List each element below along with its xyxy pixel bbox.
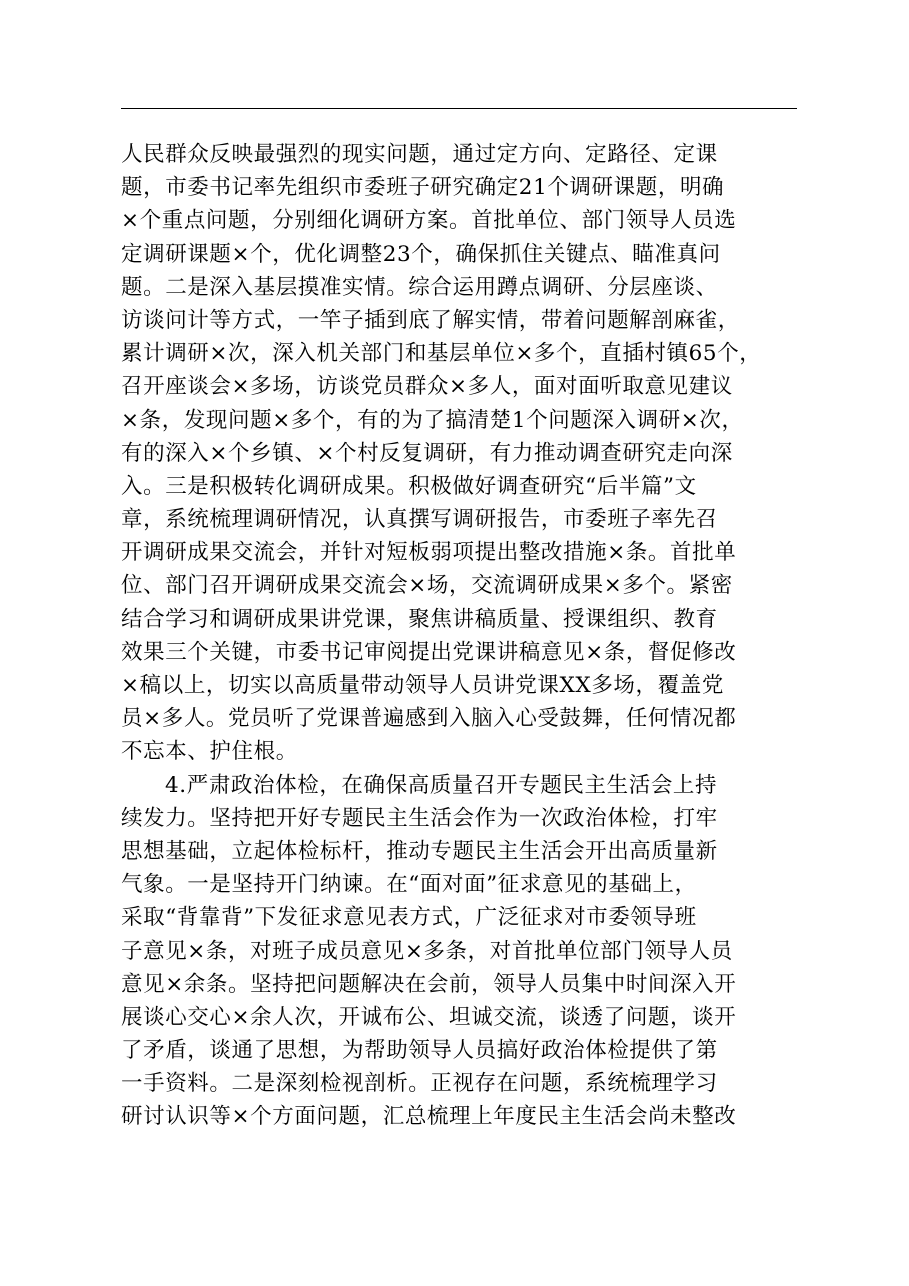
text-line-29: 一手资料。二是深刻检视剖析。正视存在问题，系统梳理学习	[121, 1071, 718, 1097]
text-line-2: 题，市委书记率先组织市委班子研究确定21个调研课题，明确	[121, 175, 725, 201]
text-line-28: 了矛盾，谈通了思想，为帮助领导人员搞好政治体检提供了第	[121, 1038, 718, 1064]
text-line-1: 人民群众反映最强烈的现实问题，通过定方向、定路径、定课	[121, 142, 718, 167]
text-line-19: 不忘本、护住根。	[121, 739, 298, 765]
text-line-30: 研讨认识等×个方面问题，汇总梳理上年度民主生活会尚未整改	[121, 1104, 737, 1130]
text-line-16: 效果三个关键，市委书记审阅提出党课讲稿意见×条，督促修改	[121, 639, 737, 665]
text-line-24: 采取“背靠背”下发征求意见表方式，广泛征求对市委领导班	[121, 905, 697, 931]
text-line-15: 结合学习和调研成果讲党课，聚焦讲稿质量、授课组织、教育	[121, 606, 718, 632]
text-line-6: 访谈问计等方式，一竿子插到底了解实情，带着问题解剖麻雀，	[121, 307, 740, 333]
header-rule	[121, 108, 797, 109]
text-line-11: 入。三是积极转化调研成果。积极做好调查研究“后半篇”文	[121, 473, 697, 499]
text-line-12: 章，系统梳理调研情况，认真撰写调研报告，市委班子率先召	[121, 507, 718, 533]
text-line-5: 题。二是深入基层摸准实情。综合运用蹲点调研、分层座谈、	[121, 274, 718, 300]
text-line-23: 气象。一是坚持开门纳谏。在“面对面”征求意见的基础上，	[121, 872, 697, 898]
text-line-4: 定调研课题×个，优化调整23个，确保抓住关键点、瞄准真问	[121, 241, 721, 267]
text-line-13: 开调研成果交流会，并针对短板弱项提出整改措施×条。首批单	[121, 540, 737, 566]
text-line-3: ×个重点问题，分别细化调研方案。首批单位、部门领导人员选	[121, 208, 737, 234]
text-line-27: 展谈心交心×余人次，开诚布公、坦诚交流，谈透了问题，谈开	[121, 1004, 737, 1030]
text-line-10: 有的深入×个乡镇、×个村反复调研，有力推动调查研究走向深	[121, 440, 733, 466]
text-line-18: 员×多人。党员听了党课普遍感到入脑入心受鼓舞，任何情况都	[121, 706, 737, 732]
body-text	[121, 138, 797, 1134]
text-line-8: 召开座谈会×多场，访谈党员群众×多人，面对面听取意见建议	[121, 374, 733, 400]
text-line-25: 子意见×条，对班子成员意见×多条，对首批单位部门领导人员	[121, 938, 733, 964]
text-line-26: 意见×余条。坚持把问题解决在会前，领导人员集中时间深入开	[121, 971, 737, 997]
text-line-7: 累计调研×次，深入机关部门和基层单位×多个，直插村镇65个，	[121, 341, 762, 367]
text-line-17: ×稿以上，切实以高质量带动领导人员讲党课XX多场，覆盖党	[121, 673, 724, 698]
text-line-14: 位、部门召开调研成果交流会×场，交流调研成果×多个。紧密	[121, 573, 733, 599]
text-line-21: 续发力。坚持把开好专题民主生活会作为一次政治体检，打牢	[121, 805, 718, 831]
text-line-22: 思想基础，立起体检标杆，推动专题民主生活会开出高质量新	[121, 838, 718, 864]
text-line-20: 4.严肃政治体检，在确保高质量召开专题民主生活会上持	[165, 772, 718, 798]
text-line-9: ×条，发现问题×多个，有的为了搞清楚1个问题深入调研×次，	[121, 407, 744, 433]
